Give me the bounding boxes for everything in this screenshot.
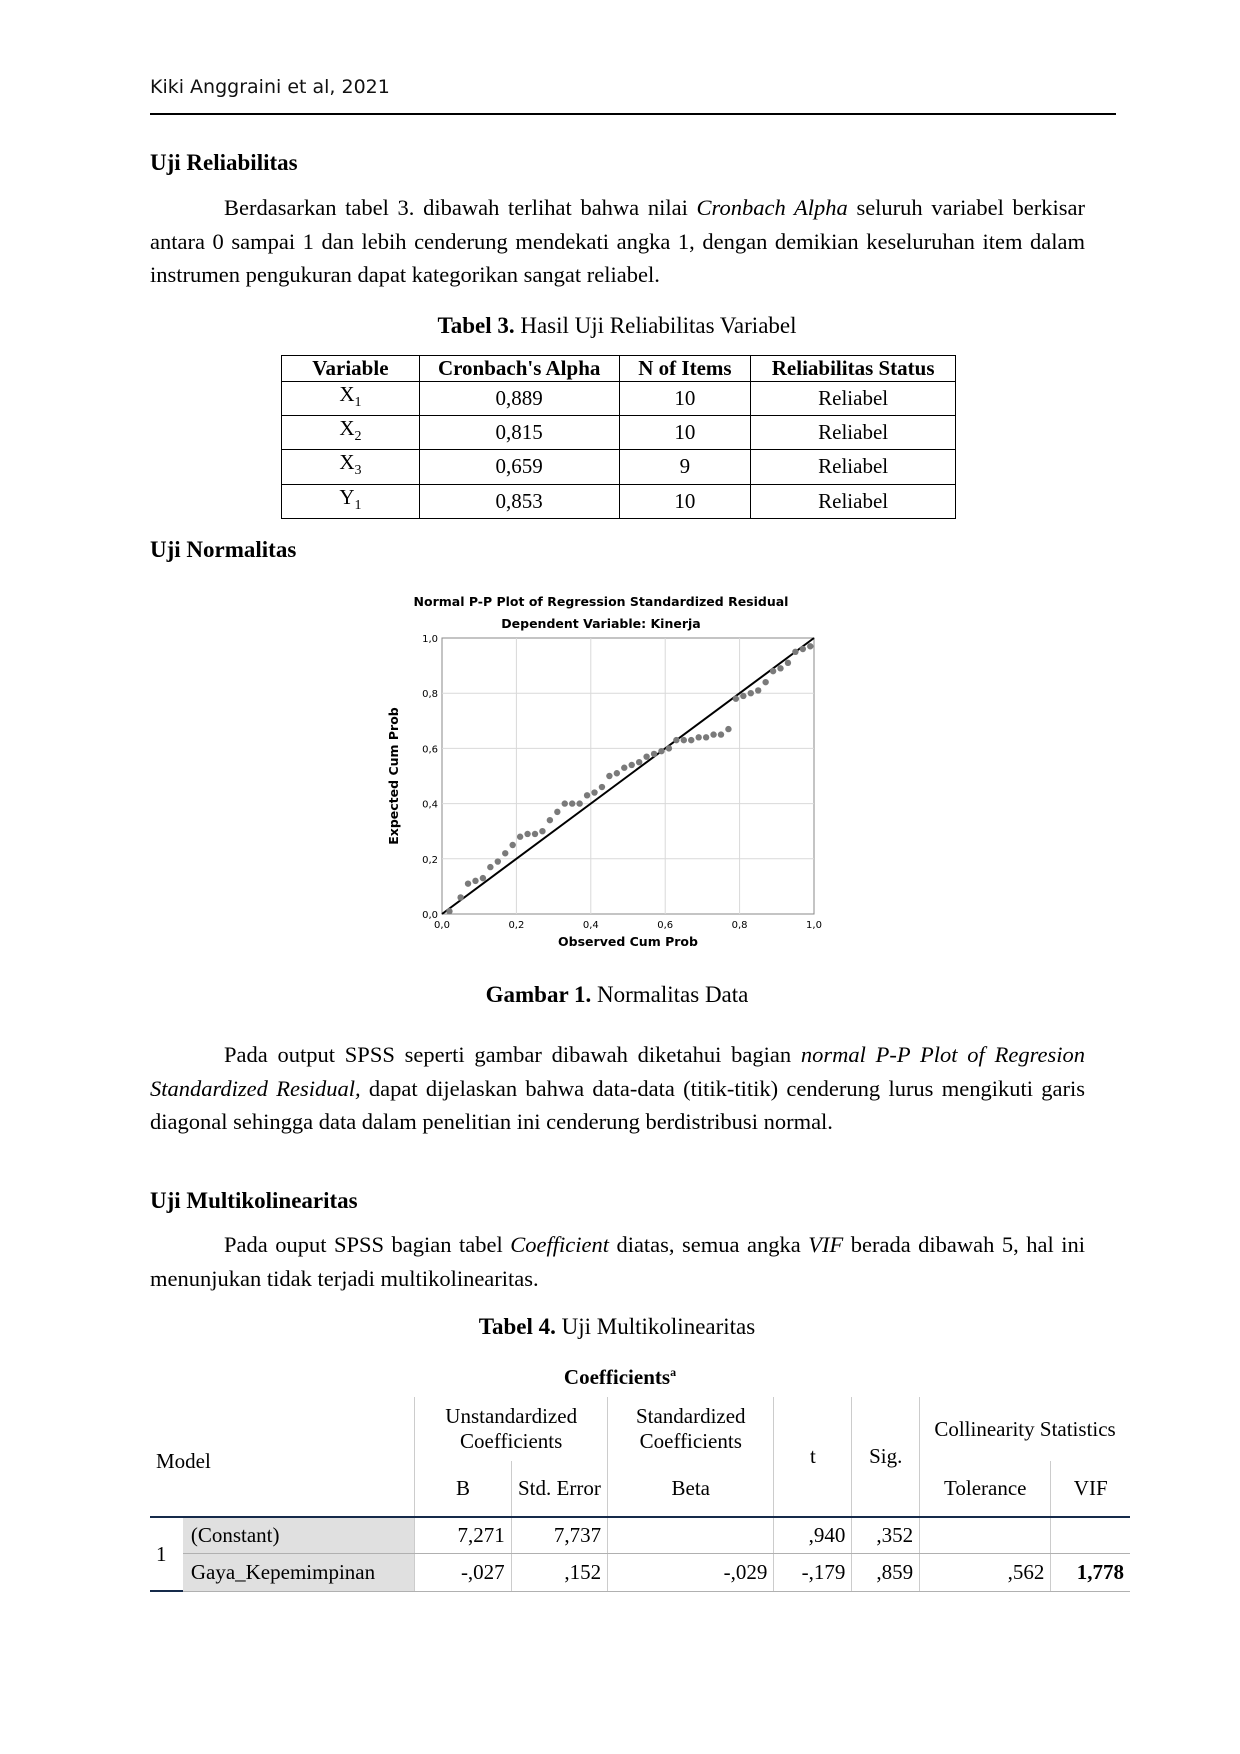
data-point [770, 668, 776, 674]
table3-header: Variable [282, 356, 420, 382]
para-line: keseluruhan item dalam instrumen pengukuran dapat kategorikan sangat reliabel. [150, 228, 1086, 287]
paragraph-normality [150, 1038, 1085, 1139]
table3-header: Reliabilitas Status [751, 356, 956, 382]
data-point [606, 773, 612, 779]
items-cell: 10 [619, 382, 751, 416]
status-cell: Reliabel [751, 382, 956, 416]
data-point [584, 792, 590, 798]
data-point [446, 908, 452, 914]
data-point [614, 770, 620, 776]
cell-vif [1051, 1517, 1130, 1553]
cell-vif: 1,778 [1051, 1553, 1130, 1591]
items-cell: 10 [619, 484, 751, 518]
figure-caption-text: Normalitas Data [597, 982, 749, 1007]
y-tick-label: 0,4 [422, 799, 438, 811]
x-tick-label: 0,6 [657, 920, 674, 931]
header-tolerance: Tolerance [920, 1461, 1051, 1517]
table-row [282, 450, 956, 484]
header-sig: Sig. [852, 1397, 920, 1517]
cell-b: -,027 [415, 1553, 511, 1591]
table3-caption-text: Hasil Uji Reliabilitas Variabel [520, 313, 797, 338]
variable-cell: $Y_1$ [282, 484, 420, 518]
heading-multicollinearity: Uji Multikolinearitas [150, 1188, 358, 1213]
data-point [658, 748, 664, 754]
figure-caption [267, 982, 967, 1008]
table3-caption-label: Tabel 3. [437, 313, 515, 338]
data-point [591, 789, 597, 795]
header-std-error: Std. Error [511, 1461, 607, 1517]
table-row [282, 416, 956, 450]
data-point [748, 690, 754, 696]
table-row [150, 1517, 1130, 1553]
data-point [695, 734, 701, 740]
data-point [524, 831, 530, 837]
cell-beta [608, 1517, 774, 1553]
data-point [502, 850, 508, 856]
paragraph-multicollinearity [150, 1228, 1085, 1295]
y-tick-label: 0,0 [422, 910, 438, 921]
data-point [562, 800, 568, 806]
header-unstandardized: Unstandardized Coefficients [415, 1397, 608, 1461]
data-point [465, 880, 471, 886]
figure-caption-label: Gambar 1. [485, 982, 592, 1007]
items-cell: 9 [619, 450, 751, 484]
alpha-cell: 0,815 [419, 416, 619, 450]
data-point [666, 745, 672, 751]
status-cell: Reliabel [751, 450, 956, 484]
table4-caption-text: Uji Multikolinearitas [561, 1314, 756, 1339]
alpha-cell: 0,889 [419, 382, 619, 416]
cell-beta: -,029 [608, 1553, 774, 1591]
para-line: hal ini menunjukan tidak terjadi multikolinearitas. [150, 1232, 1085, 1291]
cell-sig: ,859 [852, 1553, 920, 1591]
data-point [777, 665, 783, 671]
table4-header-row-1 [150, 1397, 1130, 1461]
data-point [495, 858, 501, 864]
data-point [785, 660, 791, 666]
x-tick-label: 0,0 [434, 920, 450, 931]
data-point [472, 878, 478, 884]
chart-subtitle: Dependent Variable: Kinerja [501, 616, 701, 631]
data-point [636, 759, 642, 765]
heading-reliability: Uji Reliabilitas [150, 150, 298, 175]
table4-caption [267, 1314, 967, 1340]
header-standardized: Standardized Coefficients [608, 1397, 774, 1461]
para-line: berkisar antara 0 sampai 1 dan lebih cenderung mendekati angka 1, dengan demikian [150, 195, 1085, 254]
data-point [569, 800, 575, 806]
table3-header-row [282, 356, 956, 382]
chart-title: Normal P-P Plot of Regression Standardized Residual [413, 594, 789, 609]
cell-tolerance: ,562 [920, 1553, 1051, 1591]
x-tick-label: 0,4 [582, 920, 599, 931]
y-tick-label: 0,8 [422, 689, 438, 701]
data-point [733, 696, 739, 702]
cell-sig: ,352 [852, 1517, 920, 1553]
data-point [725, 726, 731, 732]
y-axis-label: Expected Cum Prob [386, 707, 401, 845]
header-vif: VIF [1051, 1461, 1130, 1517]
data-point [651, 751, 657, 757]
y-tick-label: 1,0 [422, 634, 438, 645]
data-point [539, 828, 545, 834]
para-line: Pada output SPSS seperti gambar dibawah diketahui bagian normal P-P Plot of [224, 1042, 985, 1067]
coefficients-title-sup: a [670, 1365, 677, 1379]
paragraph-reliability [150, 191, 1085, 292]
coefficients-title [480, 1365, 760, 1390]
data-point [509, 842, 515, 848]
header-model: Model [156, 1449, 211, 1473]
x-tick-label: 0,8 [731, 920, 748, 931]
data-point [703, 734, 709, 740]
y-tick-label: 0,6 [422, 744, 438, 756]
table-reliability [281, 355, 956, 519]
variable-cell: $X_2$ [282, 416, 420, 450]
variable-cell: $X_3$ [282, 450, 420, 484]
table-row [282, 484, 956, 518]
data-point [688, 737, 694, 743]
data-point [762, 679, 768, 685]
cell-b: 7,271 [415, 1517, 511, 1553]
para-line: Berdasarkan tabel 3. dibawah terlihat bahwa nilai Cronbach Alpha seluruh variabel [224, 195, 1004, 220]
table3-header: Cronbach's Alpha [419, 356, 619, 382]
row-label-constant: (Constant) [183, 1517, 415, 1553]
data-point [740, 693, 746, 699]
para-line: normal. [763, 1109, 833, 1134]
table-row [282, 382, 956, 416]
header-b: B [415, 1461, 511, 1517]
table-coefficients [150, 1397, 1130, 1592]
data-point [487, 864, 493, 870]
status-cell: Reliabel [751, 416, 956, 450]
table3-header: N of Items [619, 356, 751, 382]
cell-tolerance [920, 1517, 1051, 1553]
data-point [517, 834, 523, 840]
para-line: Regresion Standardized Residual, dapat dijelaskan bahwa data-data (titik-titik) cenderung [150, 1042, 1085, 1101]
cell-t: ,940 [774, 1517, 852, 1553]
alpha-cell: 0,659 [419, 450, 619, 484]
table-row [150, 1553, 1130, 1591]
x-tick-label: 1,0 [806, 920, 822, 931]
row-label-gaya-kepemimpinan: Gaya_Kepemimpinan [183, 1553, 415, 1591]
data-point [800, 646, 806, 652]
data-point [673, 737, 679, 743]
data-point [599, 784, 605, 790]
table3-caption [267, 313, 967, 339]
data-point [643, 753, 649, 759]
heading-normality: Uji Normalitas [150, 537, 297, 562]
data-point [807, 643, 813, 649]
coefficients-title-text: Coefficients [563, 1365, 671, 1389]
status-cell: Reliabel [751, 484, 956, 518]
data-point [547, 817, 553, 823]
para-line: lurus mengikuti garis diagonal sehingga data dalam penelitian ini cenderung berdistribusi [150, 1075, 1085, 1134]
data-point [480, 875, 486, 881]
data-point [792, 649, 798, 655]
header-collinearity: Collinearity Statistics [920, 1397, 1130, 1461]
items-cell: 10 [619, 416, 751, 450]
table4-caption-label: Tabel 4. [478, 1314, 556, 1339]
header-beta: Beta [608, 1461, 774, 1517]
running-head: Kiki Anggraini et al, 2021 [150, 76, 390, 98]
para-line: Pada ouput SPSS bagian tabel Coefficient diatas, semua angka VIF berada dibawah 5, [224, 1232, 1019, 1257]
header-rule [150, 113, 1116, 115]
data-point [629, 762, 635, 768]
x-tick-label: 0,2 [508, 920, 525, 931]
data-point [755, 687, 761, 693]
data-point [681, 737, 687, 743]
y-tick-label: 0,2 [422, 854, 438, 866]
data-point [554, 809, 560, 815]
data-point [457, 894, 463, 900]
cell-t: -,179 [774, 1553, 852, 1591]
x-axis-label: Observed Cum Prob [558, 934, 698, 949]
data-point [718, 731, 724, 737]
data-point [621, 765, 627, 771]
cell-std-error: 7,737 [511, 1517, 607, 1553]
cell-std-error: ,152 [511, 1553, 607, 1591]
model-number: 1 [150, 1517, 183, 1591]
alpha-cell: 0,853 [419, 484, 619, 518]
variable-cell: $X_1$ [282, 382, 420, 416]
data-point [532, 831, 538, 837]
data-point [576, 800, 582, 806]
pp-plot-chart [370, 590, 830, 960]
data-point [710, 731, 716, 737]
header-t: t [774, 1397, 852, 1517]
